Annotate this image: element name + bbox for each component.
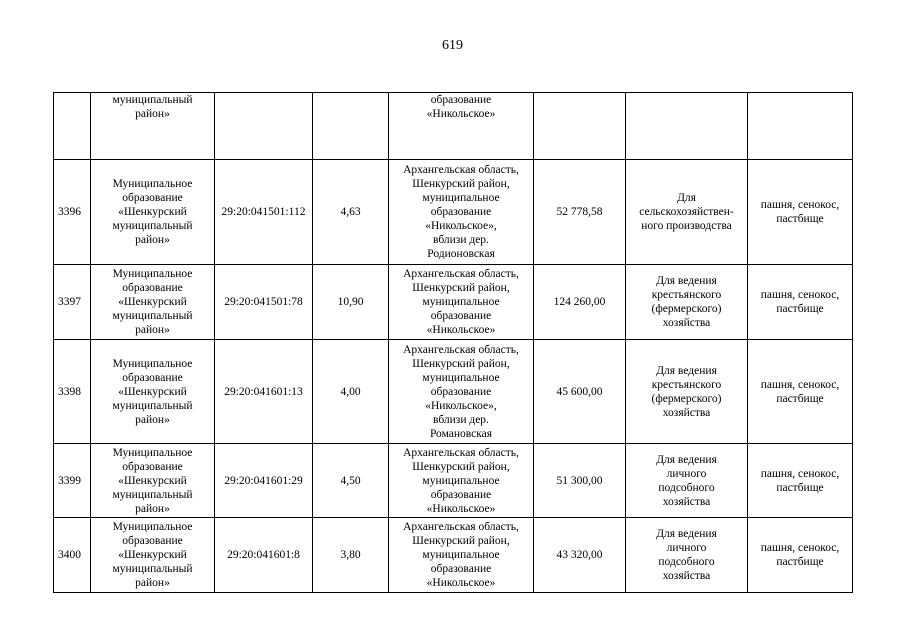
purpose-cell: Для ведения личного подсобного хозяйства — [626, 444, 748, 518]
value-cell — [534, 93, 626, 160]
owner-cell: Муниципальное образование «Шенкурский муниципальный район» — [91, 160, 215, 265]
location-cell: Архангельская область, Шенкурский район, муниципальное образование «Никольское» — [389, 265, 534, 340]
owner-cell: Муниципальное образование «Шенкурский муниципальный район» — [91, 340, 215, 444]
value-cell: 51 300,00 — [534, 444, 626, 518]
value-cell: 43 320,00 — [534, 518, 626, 593]
cadastral-number-cell: 29:20:041601:13 — [215, 340, 313, 444]
cadastral-number-cell: 29:20:041601:8 — [215, 518, 313, 593]
location-cell: Архангельская область, Шенкурский район, муниципальное образование «Никольское», вблизи дер. Родионовская — [389, 160, 534, 265]
purpose-cell: Для ведения личного подсобного хозяйства — [626, 518, 748, 593]
value-cell: 52 778,58 — [534, 160, 626, 265]
area-cell: 4,00 — [313, 340, 389, 444]
table-row — [54, 265, 853, 340]
area-cell: 4,50 — [313, 444, 389, 518]
table-row — [54, 160, 853, 265]
area-cell: 4,63 — [313, 160, 389, 265]
value-cell: 124 260,00 — [534, 265, 626, 340]
usage-cell: пашня, сенокос, пастбище — [748, 265, 853, 340]
purpose-cell: Для сельскохозяйствен- ного производства — [626, 160, 748, 265]
table-row — [54, 340, 853, 444]
purpose-cell: Для ведения крестьянского (фермерского) хозяйства — [626, 265, 748, 340]
usage-cell: пашня, сенокос, пастбище — [748, 160, 853, 265]
row-number-cell: 3397 — [54, 265, 91, 340]
row-number-cell: 3399 — [54, 444, 91, 518]
cadastral-number-cell — [215, 93, 313, 160]
row-number-cell — [54, 93, 91, 160]
cadastral-number-cell: 29:20:041601:29 — [215, 444, 313, 518]
cadastral-number-cell: 29:20:041501:78 — [215, 265, 313, 340]
area-cell — [313, 93, 389, 160]
usage-cell: пашня, сенокос, пастбище — [748, 444, 853, 518]
purpose-cell — [626, 93, 748, 160]
table-row — [54, 518, 853, 593]
location-cell: образование «Никольское» — [389, 93, 534, 160]
row-number-cell: 3396 — [54, 160, 91, 265]
row-number-cell: 3398 — [54, 340, 91, 444]
purpose-cell: Для ведения крестьянского (фермерского) хозяйства — [626, 340, 748, 444]
location-cell: Архангельская область, Шенкурский район, муниципальное образование «Никольское» — [389, 444, 534, 518]
owner-cell: Муниципальное образование «Шенкурский муниципальный район» — [91, 518, 215, 593]
cadastral-number-cell: 29:20:041501:112 — [215, 160, 313, 265]
land-registry-table — [53, 92, 853, 593]
location-cell: Архангельская область, Шенкурский район, муниципальное образование «Никольское», вблизи дер. Романовская — [389, 340, 534, 444]
owner-cell: Муниципальное образование «Шенкурский муниципальный район» — [91, 444, 215, 518]
location-cell: Архангельская область, Шенкурский район, муниципальное образование «Никольское» — [389, 518, 534, 593]
area-cell: 10,90 — [313, 265, 389, 340]
table-row — [54, 444, 853, 518]
usage-cell — [748, 93, 853, 160]
usage-cell: пашня, сенокос, пастбище — [748, 340, 853, 444]
row-number-cell: 3400 — [54, 518, 91, 593]
table-row — [54, 93, 853, 160]
usage-cell: пашня, сенокос, пастбище — [748, 518, 853, 593]
area-cell: 3,80 — [313, 518, 389, 593]
value-cell: 45 600,00 — [534, 340, 626, 444]
owner-cell: муниципальный район» — [91, 93, 215, 160]
page-number: 619 — [442, 38, 463, 53]
owner-cell: Муниципальное образование «Шенкурский муниципальный район» — [91, 265, 215, 340]
